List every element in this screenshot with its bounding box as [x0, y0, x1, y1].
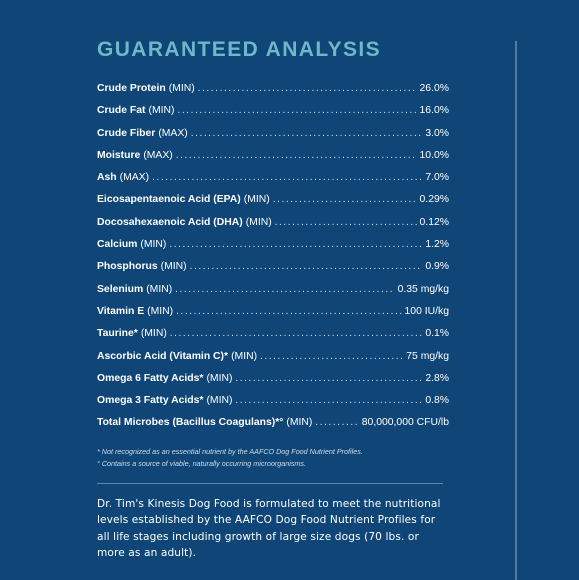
aafco-statement: Dr. Tim's Kinesis Dog Food is formulated to meet the nutritional levels established by the AAFCO Dog Food Nutrient Profiles for all life stages including growth of large size dogs (70 lbs. or more as an adult). [97, 497, 441, 560]
nutrient-value: 26.0% [419, 83, 449, 94]
nutrient-name: Omega 6 Fatty Acids* [97, 372, 204, 384]
analysis-row [97, 105, 449, 127]
nutrient-qualifier: (MIN) [140, 328, 167, 340]
nutrient-name: Vitamin E [97, 305, 145, 317]
nutrient-name: Total Microbes (Bacillus Coagulans)*° [97, 417, 284, 429]
dot-leader [275, 217, 417, 228]
dot-leader [169, 239, 422, 250]
dot-leader [235, 373, 422, 384]
nutrient-name: Ash [97, 172, 117, 184]
dot-leader [273, 194, 417, 205]
nutrient-qualifier: (MAX) [119, 172, 150, 184]
nutrient-value: 7.0% [425, 172, 449, 184]
nutrient-qualifier: (MIN) [286, 417, 313, 429]
dot-leader [198, 83, 417, 94]
nutrient-qualifier: (MIN) [146, 283, 173, 295]
nutrient-name: Taurine* [97, 328, 138, 340]
footnote-not-recognized: * Not recognized as an essential nutrient by the AAFCO Dog Food Nutrient Profiles. [97, 446, 363, 456]
dot-leader [176, 150, 417, 161]
nutrient-value: 16.0% [419, 105, 449, 117]
nutrient-value: 100 IU/kg [404, 305, 449, 317]
analysis-row [97, 351, 449, 373]
nutrient-qualifier: (MIN) [160, 261, 187, 273]
dot-leader [170, 328, 423, 339]
nutrient-qualifier: (MIN) [147, 305, 174, 317]
nutrient-qualifier: (MIN) [231, 350, 258, 362]
nutrient-value: 75 mg/kg [406, 350, 449, 362]
nutrient-name: Calcium [97, 239, 138, 251]
dot-leader [152, 172, 422, 183]
nutrient-qualifier: (MIN) [140, 239, 167, 251]
analysis-row [97, 328, 449, 350]
analysis-row [97, 150, 449, 172]
nutrient-value: 0.1% [425, 328, 449, 340]
analysis-row [97, 306, 449, 328]
nutrient-name: Docosahexaenoic Acid (DHA) [97, 216, 243, 228]
nutrient-value: 0.8% [425, 395, 449, 407]
analysis-row [97, 395, 449, 417]
nutrient-value: 0.35 mg/kg [397, 283, 449, 295]
nutrient-qualifier: (MIN) [243, 194, 270, 206]
analysis-row [97, 284, 449, 306]
nutrient-value: 0.9% [425, 261, 449, 273]
nutrient-value: 10.0% [419, 149, 449, 161]
nutrient-qualifier: (MIN) [245, 216, 272, 228]
analysis-row [97, 83, 449, 105]
nutrient-name: Crude Protein [97, 83, 166, 94]
nutrient-qualifier: (MAX) [143, 149, 173, 161]
section-heading: GUARANTEED ANALYSIS [97, 38, 382, 61]
dot-leader [176, 306, 401, 317]
guaranteed-analysis-panel [97, 36, 449, 562]
footnotes [97, 446, 449, 470]
nutrient-qualifier: (MIN) [168, 83, 195, 94]
nutrient-qualifier: (MIN) [206, 372, 233, 384]
analysis-row [97, 373, 449, 395]
dot-leader [177, 105, 416, 116]
dot-leader [315, 417, 358, 428]
analysis-row [97, 194, 449, 216]
dot-leader [235, 395, 422, 406]
dot-leader [260, 351, 403, 362]
vertical-rule [515, 41, 517, 580]
nutrient-name: Omega 3 Fatty Acids* [97, 395, 204, 407]
nutrient-value: 0.29% [419, 194, 449, 206]
dot-leader [191, 128, 423, 139]
nutrient-value: 80,000,000 CFU/lb [361, 417, 449, 429]
nutrient-value: 2.8% [425, 372, 449, 384]
section-divider [97, 483, 443, 484]
nutrient-name: Crude Fat [97, 105, 146, 117]
dot-leader [190, 261, 423, 272]
nutrient-qualifier: (MAX) [158, 127, 188, 139]
nutrient-value: 1.2% [425, 239, 449, 251]
nutrient-value: 0.12% [419, 216, 449, 228]
nutrient-name: Eicosapentaenoic Acid (EPA) [97, 194, 241, 206]
nutrient-name: Ascorbic Acid (Vitamin C)* [97, 350, 229, 362]
analysis-row [97, 417, 449, 439]
nutrient-qualifier: (MIN) [206, 395, 233, 407]
nutrient-qualifier: (MIN) [148, 105, 175, 117]
analysis-row [97, 217, 449, 239]
nutrient-name: Moisture [97, 149, 141, 161]
nutrient-name: Phosphorus [97, 261, 158, 273]
analysis-row [97, 239, 449, 261]
analysis-row [97, 128, 449, 150]
nutrient-name: Selenium [97, 283, 144, 295]
footnote-microorganisms: ° Contains a source of viable, naturally occurring microorganisms. [97, 458, 307, 468]
analysis-row [97, 172, 449, 194]
dot-leader [175, 284, 394, 295]
nutrient-value: 3.0% [425, 127, 449, 139]
analysis-row [97, 261, 449, 283]
nutrient-name: Crude Fiber [97, 127, 156, 139]
analysis-table [97, 83, 449, 440]
